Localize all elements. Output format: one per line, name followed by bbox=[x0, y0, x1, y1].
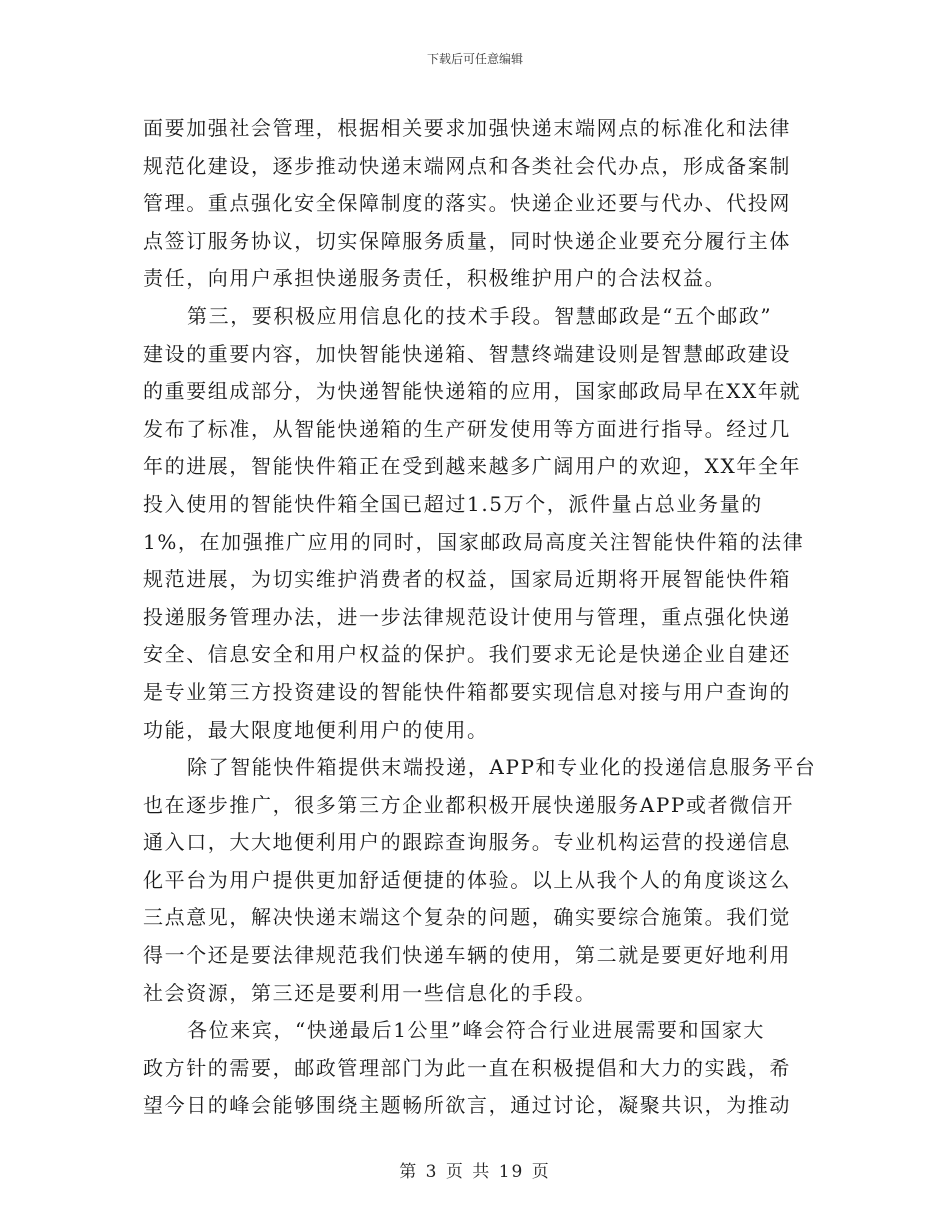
page-header: 下载后可任意编辑 bbox=[426, 52, 523, 66]
text-line: 安全、信息安全和用户权益的保护。我们要求无论是快递企业自建还 bbox=[143, 642, 791, 667]
text-line: 投递服务管理办法，进一步法律规范设计使用与管理，重点强化快递 bbox=[143, 604, 791, 629]
text-line: 责任，向用户承担快递服务责任，积极维护用户的合法权益。 bbox=[143, 266, 727, 291]
text-line: 的重要组成部分，为快递智能快递箱的应用，国家邮政局早在XX年就 bbox=[143, 379, 802, 404]
text-line: 社会资源，第三还是要利用一些信息化的手段。 bbox=[143, 980, 597, 1005]
paragraph-start-line: 除了智能快件箱提供末端投递，APP和专业化的投递信息服务平台 bbox=[187, 755, 817, 780]
paragraph-start-line: 各位来宾，“快递最后1公里”峰会符合行业进展需要和国家大 bbox=[187, 1018, 765, 1043]
text-line: 管理。重点强化安全保障制度的落实。快递企业还要与代办、代投网 bbox=[143, 191, 791, 216]
text-line: 三点意见，解决快递末端这个复杂的问题，确实要综合施策。我们觉 bbox=[143, 905, 791, 930]
text-line: 面要加强社会管理，根据相关要求加强快递末端网点的标准化和法律 bbox=[143, 116, 791, 140]
text-line: 功能，最大限度地便利用户的使用。 bbox=[143, 717, 489, 742]
text-line: 投入使用的智能快件箱全国已超过1.5万个，派件量占总业务量的 bbox=[143, 491, 763, 516]
text-line: 1%，在加强推广应用的同时，国家邮政局高度关注智能快件箱的法律 bbox=[143, 529, 805, 554]
text-line: 望今日的峰会能够围绕主题畅所欲言，通过讨论，凝聚共识，为推动 bbox=[143, 1093, 791, 1118]
text-line: 建设的重要内容，加快智能快递箱、智慧终端建设则是智慧邮政建设 bbox=[143, 341, 791, 366]
text-line: 政方针的需要，邮政管理部门为此一直在积极提倡和大力的实践，希 bbox=[143, 1055, 791, 1080]
text-line: 得一个还是要法律规范我们快递车辆的使用，第二就是要更好地利用 bbox=[143, 943, 791, 968]
document-body bbox=[143, 110, 817, 1125]
text-line: 是专业第三方投资建设的智能快件箱都要实现信息对接与用户查询的 bbox=[143, 679, 791, 704]
text-line: 点签订服务协议，切实保障服务质量，同时快递企业要充分履行主体 bbox=[143, 228, 791, 253]
page-number-footer: 第 3 页 共 19 页 bbox=[399, 1162, 551, 1182]
text-line: 通入口，大大地便利用户的跟踪查询服务。专业机构运营的投递信息 bbox=[143, 830, 791, 855]
text-line: 发布了标准，从智能快递箱的生产研发使用等方面进行指导。经过几 bbox=[143, 416, 791, 441]
paragraph-start-line: 第三，要积极应用信息化的技术手段。智慧邮政是“五个邮政” bbox=[187, 303, 773, 328]
text-line: 化平台为用户提供更加舒适便捷的体验。以上从我个人的角度谈这么 bbox=[143, 867, 791, 892]
text-line: 规范化建设，逐步推动快递末端网点和各类社会代办点，形成备案制 bbox=[143, 153, 791, 178]
text-line: 年的进展，智能快件箱正在受到越来越多广阔用户的欢迎，XX年全年 bbox=[143, 454, 802, 479]
text-line: 规范进展，为切实维护消费者的权益，国家局近期将开展智能快件箱 bbox=[143, 567, 791, 592]
text-line: 也在逐步推广，很多第三方企业都积极开展快递服务APP或者微信开 bbox=[143, 792, 794, 817]
